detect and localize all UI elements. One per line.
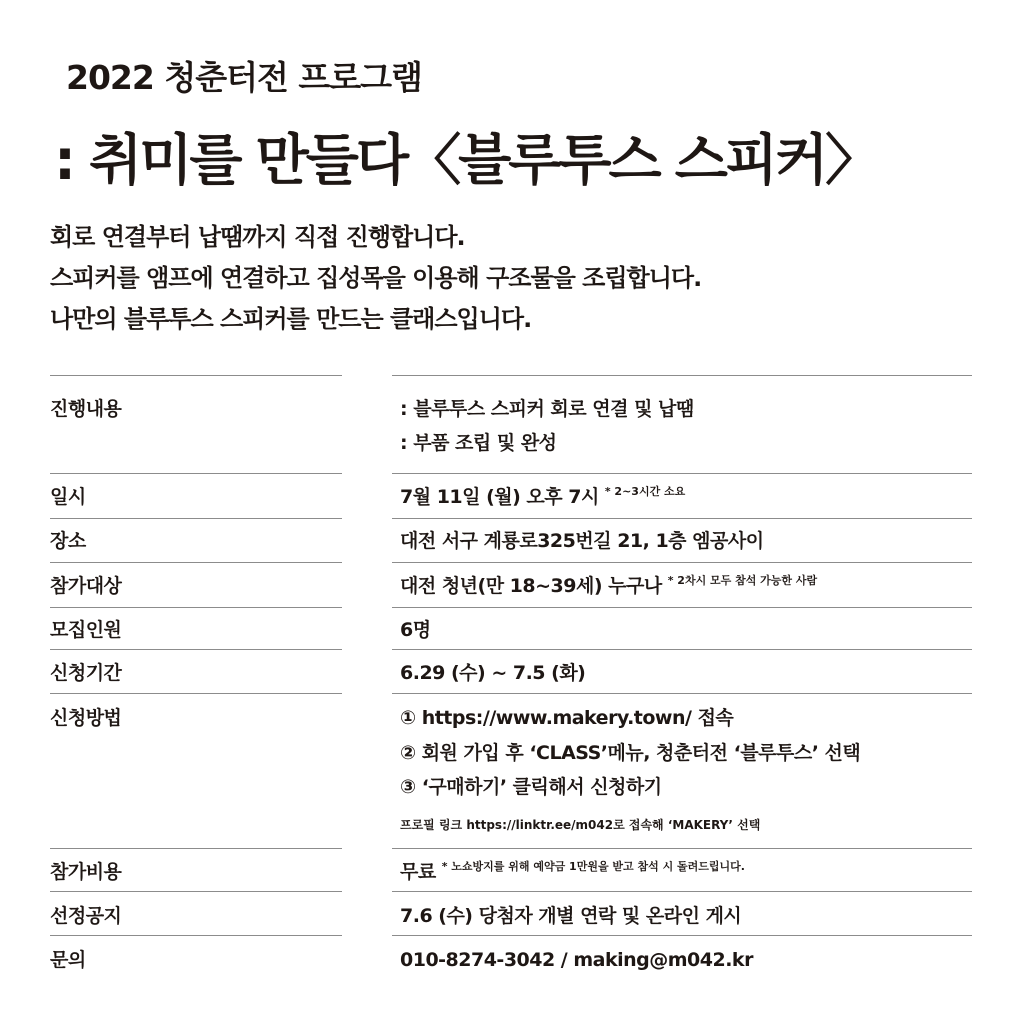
divider <box>50 473 342 474</box>
notice-value: 7.6 (수) 당첨자 개별 연락 및 온라인 게시 <box>400 905 742 927</box>
intro-line: 회로 연결부터 납땜까지 직접 진행합니다. <box>50 223 465 251</box>
profile-link-note: 프로필 링크 https://linktr.ee/m042로 접속해 ‘MAKERY’ 선택 <box>400 818 761 832</box>
method-line: ② 회원 가입 후 ‘CLASS’메뉴, 청춘터전 ‘블루투스’ 선택 <box>400 742 861 764</box>
intro-line: 스피커를 앰프에 연결하고 집성목을 이용해 구조물을 조립합니다. <box>50 264 702 292</box>
recruit-value: 6명 <box>400 619 431 641</box>
divider <box>392 473 972 474</box>
page-title: : 취미를 만들다〈블루투스 스피커〉 <box>54 128 878 192</box>
contact-label: 문의 <box>50 949 86 971</box>
divider <box>50 518 342 519</box>
target-value <box>400 573 817 599</box>
recruit-label: 모집인원 <box>50 619 122 641</box>
divider <box>50 375 342 376</box>
place-value: 대전 서구 계룡로325번길 21, 1층 엠공사이 <box>400 530 764 552</box>
method-label: 신청방법 <box>50 707 122 729</box>
content-label: 진행내용 <box>50 398 122 420</box>
date-value <box>400 484 685 510</box>
content-line: : 블루투스 스피커 회로 연결 및 납땜 <box>400 398 694 420</box>
method-line: ① https://www.makery.town/ 접속 <box>400 707 734 729</box>
divider <box>50 649 342 650</box>
divider <box>392 518 972 519</box>
divider <box>392 649 972 650</box>
notice-label: 선정공지 <box>50 905 122 927</box>
fee-label: 참가비용 <box>50 861 122 883</box>
contact-value: 010-8274-3042 / making@m042.kr <box>400 949 753 971</box>
target-note: * 2차시 모두 참석 가능한 사람 <box>667 574 818 587</box>
date-label: 일시 <box>50 486 86 508</box>
method-line: ③ ‘구매하기’ 클릭해서 신청하기 <box>400 776 662 798</box>
divider <box>50 848 342 849</box>
divider <box>50 693 342 694</box>
divider <box>392 375 972 376</box>
date-note: * 2~3시간 소요 <box>604 485 686 498</box>
divider <box>392 848 972 849</box>
target-label: 참가대상 <box>50 575 122 597</box>
intro-line: 나만의 블루투스 스피커를 만드는 클래스입니다. <box>50 305 532 333</box>
divider <box>50 607 342 608</box>
fee-note: * 노쇼방지를 위해 예약금 1만원을 받고 참석 시 돌려드립니다. <box>441 860 745 873</box>
divider <box>392 693 972 694</box>
divider <box>50 562 342 563</box>
program-subtitle: 2022 청춘터전 프로그램 <box>66 58 422 97</box>
period-label: 신청기간 <box>50 662 122 684</box>
fee-value <box>400 859 745 885</box>
fee-text: 무료 <box>400 861 436 883</box>
period-value: 6.29 (수) ~ 7.5 (화) <box>400 662 586 684</box>
divider <box>392 935 972 936</box>
divider <box>392 607 972 608</box>
divider <box>50 935 342 936</box>
intro-text <box>50 217 701 340</box>
divider <box>392 891 972 892</box>
content-line: : 부품 조립 및 완성 <box>400 432 557 454</box>
divider <box>50 891 342 892</box>
date-text: 7월 11일 (월) 오후 7시 <box>400 486 599 508</box>
place-label: 장소 <box>50 530 86 552</box>
target-text: 대전 청년(만 18~39세) 누구나 <box>400 575 662 597</box>
divider <box>392 562 972 563</box>
